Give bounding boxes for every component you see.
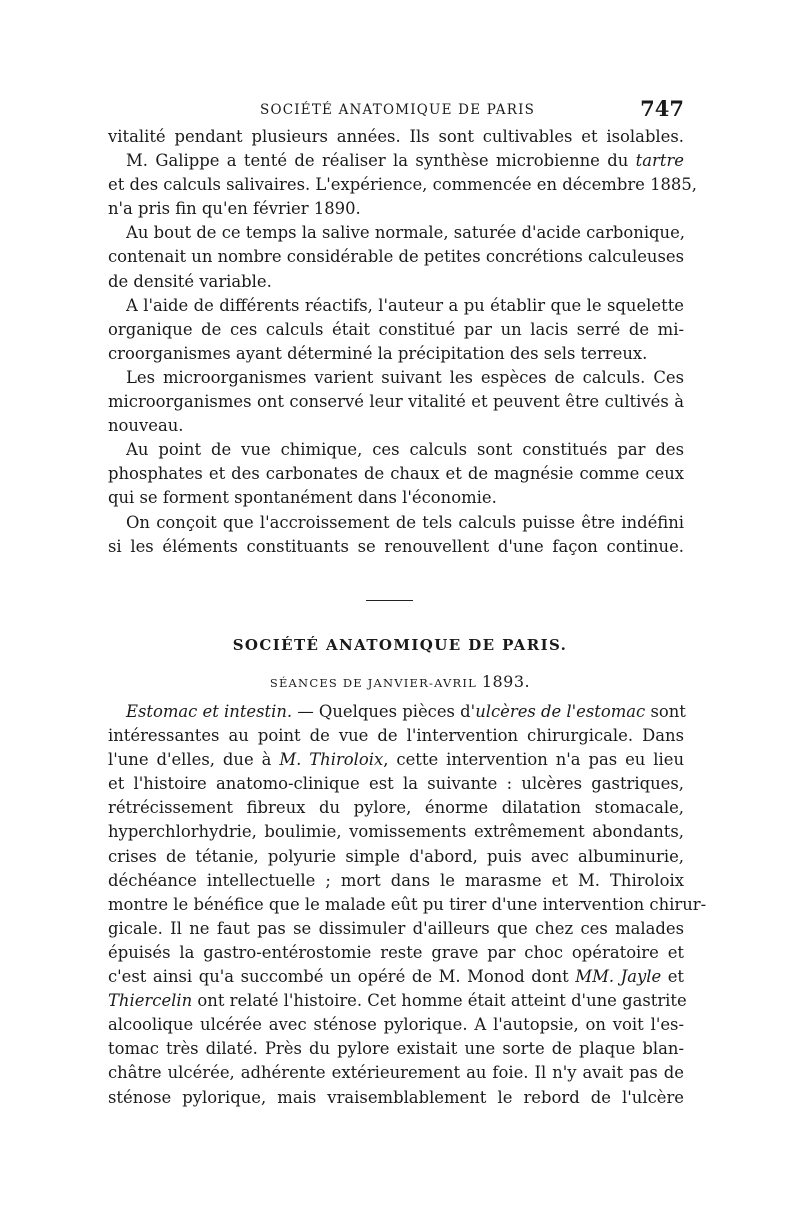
sessions-year: 1893. xyxy=(481,672,531,691)
text-line: sténose pylorique, mais vraisemblablement le rebord de l'ulcère xyxy=(108,1087,684,1107)
text-line: qui se forment spontanément dans l'économie. xyxy=(108,488,497,508)
text-line: c'est ainsi qu'a succombé un opéré de M. Monod dont MM. Jayle et xyxy=(108,967,685,987)
page-number: 747 xyxy=(640,96,684,121)
sessions-label: SÉANCES DE JANVIER-AVRIL xyxy=(269,676,477,690)
text-line: épuisés la gastro-entérostomie reste grave par choc opératoire et xyxy=(108,942,684,962)
sessions-subtitle xyxy=(0,672,800,691)
italic-name: MM. Jayle xyxy=(575,967,662,987)
text-line: phosphates et des carbonates de chaux et de magnésie comme ceux xyxy=(108,464,684,484)
text-line: Estomac et intestin. — Quelques pièces d'ulcères de l'estomac sont xyxy=(126,702,686,721)
text-line: vitalité pendant plusieurs années. Ils sont cultivables et isolables. xyxy=(108,127,684,146)
text-line: alcoolique ulcérée avec sténose pylorique. A l'autopsie, on voit l'es- xyxy=(108,1015,684,1035)
text-line: n'a pris fin qu'en février 1890. xyxy=(108,199,361,219)
intro-paragraphs xyxy=(108,125,697,559)
text-line: l'une d'elles, due à M. Thiroloix, cette intervention n'a pas eu lieu xyxy=(108,750,684,770)
text-line: de densité variable. xyxy=(108,271,272,291)
text-line: Au bout de ce temps la salive normale, saturée d'acide carbonique, xyxy=(126,223,686,243)
italic-name: M. Thiroloix xyxy=(279,750,384,770)
text-line: si les éléments constituants se renouvellent d'une façon continue. xyxy=(108,536,684,556)
text-line: Les microorganismes varient suivant les espèces de calculs. Ces xyxy=(126,367,684,387)
text-line: déchéance intellectuelle ; mort dans le marasme et M. Thiroloix xyxy=(108,870,684,890)
text-line: et l'histoire anatomo-clinique est la suivante : ulcères gastriques, xyxy=(108,774,684,794)
text-line: croorganismes ayant déterminé la précipitation des sels terreux. xyxy=(108,343,648,363)
italic-term: tartre xyxy=(635,151,684,171)
section-divider xyxy=(366,600,413,601)
text-line: microorganismes ont conservé leur vitalité et peuvent être cultivés à xyxy=(108,392,684,412)
text-line: nouveau. xyxy=(108,416,184,436)
text-line: Thiercelin ont relaté l'histoire. Cet homme était atteint d'une gastrite xyxy=(108,991,687,1011)
text-line: organique de ces calculs était constitué par un lacis serré de mi- xyxy=(108,319,684,339)
section-title: SOCIÉTÉ ANATOMIQUE DE PARIS. xyxy=(232,636,568,654)
text-line: et des calculs salivaires. L'expérience, commencée en décembre 1885, xyxy=(108,175,697,195)
text-line: intéressantes au point de vue de l'intervention chirurgicale. Dans xyxy=(108,726,684,746)
running-title: SOCIÉTÉ ANATOMIQUE DE PARIS xyxy=(260,102,536,118)
text-line: tomac très dilaté. Près du pylore existait une sorte de plaque blan- xyxy=(108,1039,684,1059)
text-line: contenait un nombre considérable de petites concrétions calculeuses xyxy=(108,247,684,267)
italic-term: ulcères de l'estomac xyxy=(475,702,646,721)
page-header xyxy=(108,96,684,126)
text-line: crises de tétanie, polyurie simple d'abord, puis avec albuminurie, xyxy=(108,846,684,866)
text-line: châtre ulcérée, adhérente extérieurement au foie. Il n'y avait pas de xyxy=(108,1063,684,1083)
text-line: M. Galippe a tenté de réaliser la synthèse microbienne du tartre xyxy=(126,151,684,171)
article-body xyxy=(108,700,707,1110)
text-line: montre le bénéfice que le malade eût pu tirer d'une intervention chirur- xyxy=(108,894,707,914)
article-heading: Estomac et intestin. xyxy=(126,702,293,721)
text-line: hyperchlorhydrie, boulimie, vomissements extrêmement abondants, xyxy=(108,822,684,842)
text-line: A l'aide de différents réactifs, l'auteur a pu établir que le squelette xyxy=(126,295,684,315)
text-line: On conçoit que l'accroissement de tels calculs puisse être indéfini xyxy=(126,512,684,532)
italic-name: Thiercelin xyxy=(108,991,193,1011)
text-line: rétrécissement fibreux du pylore, énorme dilatation stomacale, xyxy=(108,798,684,818)
text-line: Au point de vue chimique, ces calculs sont constitués par des xyxy=(126,440,684,460)
text-line: gicale. Il ne faut pas se dissimuler d'ailleurs que chez ces malades xyxy=(108,918,684,938)
